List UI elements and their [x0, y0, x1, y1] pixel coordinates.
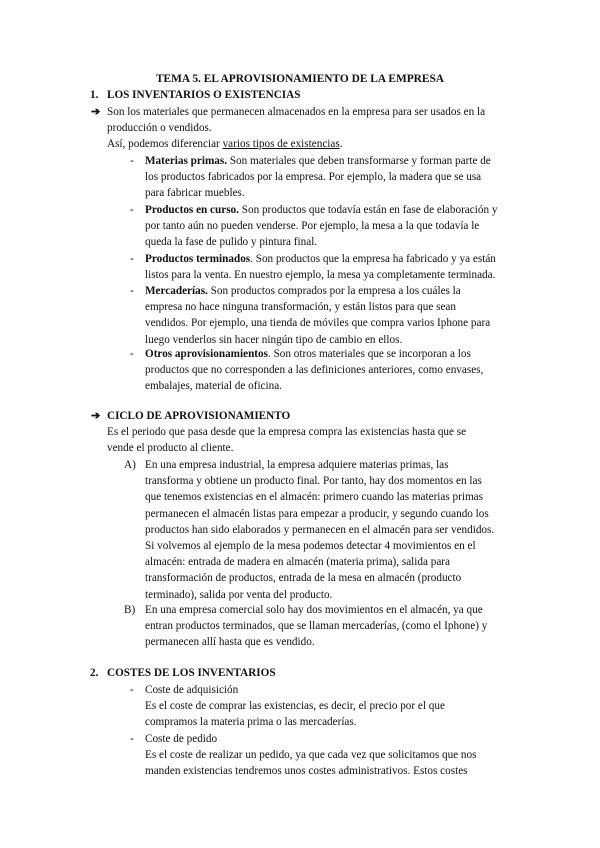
cycle-a-line: transforma y obtiene un producto final. Por tanto, hay dos momentos en las: [145, 475, 482, 488]
stock-type-item: [145, 153, 545, 202]
arrow-bullet-icon: ➔: [91, 106, 101, 118]
cycle-a-line: Si volvemos al ejemplo de la mesa podemos detectar 4 movimientos en el: [145, 540, 476, 553]
item-b-label: B): [124, 604, 136, 616]
cost-item-line: compramos la materia prima o las mercaderías.: [145, 716, 357, 729]
cost-item: [145, 731, 545, 780]
cycle-a-line: productos han sido elaborados y permanecen en el almacén para ser vendidos.: [145, 523, 495, 536]
stock-type-term: Materias primas.: [145, 155, 228, 167]
cycle-intro-line: Es el periodo que pasa desde que la empresa compra las existencias hasta que se: [107, 426, 467, 438]
cycle-heading: CICLO DE APROVISIONAMIENTO: [107, 410, 291, 422]
stock-type-line: [145, 346, 545, 362]
stock-type-item: [145, 346, 545, 395]
arrow-bullet-icon: ➔: [91, 410, 101, 422]
stock-type-line: luego venderlos sin hacer ningún tipo de cambio en ellos.: [145, 333, 403, 346]
stock-type-text: . Son productos que la empresa ha fabricado y ya están: [250, 253, 496, 265]
stock-type-term: Mercaderías.: [145, 285, 208, 297]
stock-type-item: [145, 202, 545, 251]
cycle-a-line: que tenemos existencias en el almacén: primero cuando las materias primas: [145, 491, 483, 504]
item-a-label: A): [124, 459, 136, 471]
cycle-item-a: [145, 457, 545, 603]
cost-item-title: Coste de pedido: [145, 733, 218, 745]
document-title: TEMA 5. EL APROVISIONAMIENTO DE LA EMPRESA: [155, 73, 445, 85]
cycle-b-line: permanecen allí hasta que es vendido.: [145, 636, 315, 649]
cycle-a-line: transformación de productos, entrada de la mesa en almacén (producto: [145, 572, 462, 585]
stock-type-line: queda la fase de pulido y pintura final.: [145, 236, 318, 249]
cycle-a-line: permanecen el almacén listas para empezar a producir, y segundo cuando los: [145, 507, 489, 520]
section-2-number: 2.: [90, 667, 99, 679]
stock-type-text: Son productos comprados por la empresa a los cuáles la: [207, 285, 461, 297]
cycle-a-line: almacén: entrada de madera en almacén (materia prima), salida para: [145, 556, 450, 569]
list-dash: -: [130, 348, 134, 360]
cost-item-title: Coste de adquisición: [145, 684, 239, 696]
cost-item: [145, 682, 545, 731]
stock-type-line: los productos fabricados por la empresa. Por ejemplo, la madera que se usa: [145, 171, 482, 184]
list-dash: -: [130, 733, 134, 745]
section-1-intro: [107, 104, 547, 153]
cycle-b-line: En una empresa comercial solo hay dos movimientos en el almacén, ya que: [145, 604, 483, 616]
intro-line: Así, podemos diferenciar varios tipos de existencias.: [107, 138, 343, 151]
stock-type-line: vendidos. Por ejemplo, una tienda de móviles que compra varios Iphone para: [145, 317, 491, 330]
list-dash: -: [130, 285, 134, 297]
stock-type-term: Productos en curso.: [145, 204, 239, 216]
stock-type-item: [145, 283, 545, 348]
stock-type-line: empresa no hace ninguna transformación, y están listos para que sean: [145, 301, 456, 314]
stock-type-line: embalajes, material de oficina.: [145, 380, 282, 393]
cycle-intro: [107, 424, 547, 456]
stock-type-term: Productos terminados: [145, 253, 251, 265]
stock-type-term: Otros aprovisionamientos: [145, 348, 268, 360]
cycle-intro-line: vende el producto al cliente.: [107, 442, 234, 455]
types-of-stock-link[interactable]: varios tipos de existencias: [222, 138, 340, 151]
stock-type-line: productos que no corresponden a las definiciones anteriores, como envases,: [145, 364, 484, 377]
list-dash: -: [130, 204, 134, 216]
list-dash: -: [130, 253, 134, 265]
stock-type-line: [145, 153, 545, 169]
cycle-b-line: entran productos terminados, que se llaman mercaderías, (como el Iphone) y: [145, 620, 488, 633]
intro-line: Son los materiales que permanecen almacenados en la empresa para ser usados en la: [107, 106, 486, 118]
cost-item-line: manden existencias tendremos unos costes administrativos. Estos costes: [145, 765, 468, 778]
intro-line: producción o vendidos.: [107, 122, 212, 135]
cost-item-line: Es el coste de comprar las existencias, es decir, el precio por el que: [145, 700, 445, 713]
section-1-heading: LOS INVENTARIOS O EXISTENCIAS: [107, 89, 301, 101]
cost-item-line: Es el coste de realizar un pedido, ya que cada vez que solicitamos que nos: [145, 749, 477, 762]
stock-type-text: Son materiales que deben transformarse y forman parte de: [227, 155, 491, 167]
list-dash: -: [130, 155, 134, 167]
stock-type-text: . Son otros materiales que se incorporan a los: [267, 348, 471, 360]
section-2-heading: COSTES DE LOS INVENTARIOS: [107, 667, 276, 679]
stock-type-line: para fabricar muebles.: [145, 187, 245, 200]
stock-type-item: [145, 251, 545, 283]
stock-type-line: [145, 202, 545, 218]
stock-type-line: [145, 283, 545, 299]
list-dash: -: [130, 684, 134, 696]
cycle-a-line: terminado), salida por venta del producto.: [145, 588, 333, 601]
stock-type-line: [145, 251, 545, 267]
stock-type-text: Son productos que todavía están en fase de elaboración y: [238, 204, 498, 216]
cycle-item-b: [145, 602, 545, 651]
section-1-number: 1.: [90, 89, 99, 101]
cycle-a-line: En una empresa industrial, la empresa adquiere materias primas, las: [145, 459, 449, 471]
stock-type-line: por tanto aún no pueden venderse. Por ejemplo, la mesa a la que todavía le: [145, 220, 480, 233]
stock-type-line: listos para la venta. En nuestro ejemplo, la mesa ya completamente terminada.: [145, 269, 496, 282]
